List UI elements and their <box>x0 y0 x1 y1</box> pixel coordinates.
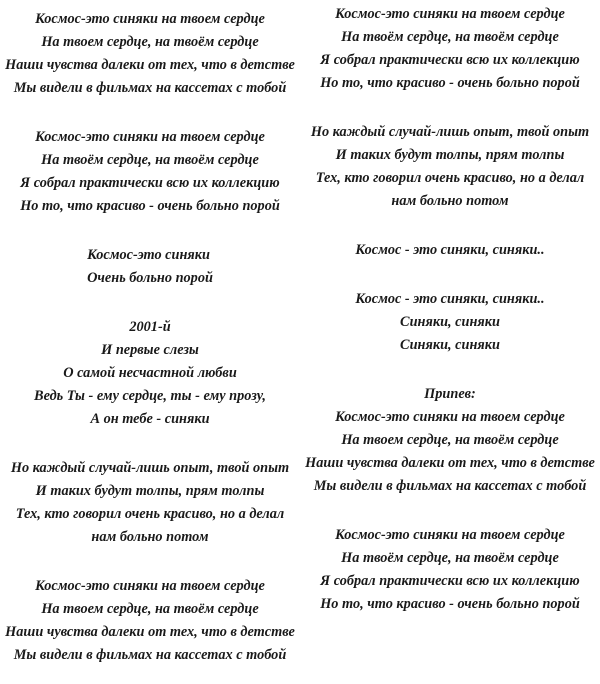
lyric-line: Я собрал практически всю их коллекцию <box>320 52 580 68</box>
stanza-verse-opyt <box>4 457 296 549</box>
stanza-tag-3 <box>304 288 596 357</box>
lyric-line: На твоем сердце, на твоём сердце <box>341 432 559 448</box>
lyric-line: Тех, кто говорил очень красиво, но а делал нам больно потом <box>315 170 585 209</box>
lyric-line: Наши чувства далеки от тех, что в детстве <box>5 57 295 73</box>
stanza-verse-opyt-2 <box>304 121 596 213</box>
stanza-tag-1 <box>87 244 213 290</box>
lyric-line: Наши чувства далеки от тех, что в детстве <box>305 455 595 471</box>
chorus-label: Припев: <box>424 386 476 402</box>
lyric-line: Очень больно порой <box>87 270 213 286</box>
lyric-line: Синяки, синяки <box>400 314 500 330</box>
lyric-line: Космос-это синяки <box>87 247 210 263</box>
lyric-line: Космос-это синяки на твоем сердце <box>335 409 565 425</box>
lyric-line: Но то, что красиво - очень больно порой <box>20 198 280 214</box>
stanza-tag-2 <box>304 239 596 262</box>
lyric-line: И первые слезы <box>101 342 199 358</box>
stanza-separator <box>304 357 596 383</box>
lyric-line: На твоем сердце, на твоём сердце <box>41 601 259 617</box>
lyric-line: Космос-это синяки на твоем сердце <box>335 527 565 543</box>
lyric-line: Но то, что красиво - очень больно порой <box>320 596 580 612</box>
lyric-line: Но каждый случай-лишь опыт, твой опыт <box>10 460 290 476</box>
lyric-line: Космос-это синяки на твоем сердце <box>35 129 265 145</box>
stanza-separator <box>304 95 596 121</box>
lyric-line: На твоём сердце, на твоём сердце <box>41 152 259 168</box>
lyric-line: Я собрал практически всю их коллекцию <box>320 573 580 589</box>
stanza-separator <box>4 549 296 575</box>
lyric-line: Наши чувства далеки от тех, что в детстве <box>5 624 295 640</box>
stanza-chorus-label <box>304 383 596 498</box>
lyric-line-year: 2001-й <box>129 319 171 335</box>
lyric-line: Космос-это синяки на твоем сердце <box>335 6 565 22</box>
stanza-separator <box>4 100 296 126</box>
lyric-line: Космос-это синяки на твоем сердце <box>35 578 265 594</box>
stanza-separator <box>4 218 296 244</box>
lyric-line: Тех, кто говорил очень красиво, но а делал нам больно потом <box>15 506 285 545</box>
lyric-line: Но каждый случай-лишь опыт, твой опыт <box>310 124 590 140</box>
lyric-line: На твоём сердце, на твоём сердце <box>341 29 559 45</box>
lyric-line: Ведь Ты - ему сердце, ты - ему прозу, <box>34 388 266 404</box>
stanza-chorus-1 <box>4 8 296 100</box>
lyric-line: Мы видели в фильмах на кассетах с тобой <box>313 478 587 494</box>
stanza-separator <box>304 213 596 239</box>
stanza-chorus-4 <box>304 3 596 95</box>
lyric-line: И таких будут толпы, прям толпы <box>35 483 265 499</box>
stanza-separator <box>4 431 296 457</box>
lyric-line: О самой несчастной любви <box>63 365 237 381</box>
lyric-line: Мы видели в фильмах на кассетах с тобой <box>13 80 287 96</box>
lyric-line: Но то, что красиво - очень больно порой <box>320 75 580 91</box>
stanza-separator <box>304 498 596 524</box>
lyric-line: А он тебе - синяки <box>90 411 210 427</box>
stanza-separator <box>304 262 596 288</box>
stanza-chorus-3 <box>4 575 296 667</box>
lyric-line: Синяки, синяки <box>400 337 500 353</box>
stanza-separator <box>4 290 296 316</box>
stanza-chorus-2 <box>4 126 296 218</box>
stanza-chorus-5 <box>304 524 596 616</box>
lyric-line: Я собрал практически всю их коллекцию <box>20 175 280 191</box>
lyric-line: И таких будут толпы, прям толпы <box>335 147 565 163</box>
lyrics-column-right <box>300 0 600 684</box>
lyric-line: Космос - это синяки, синяки.. <box>355 291 545 307</box>
lyric-line: На твоём сердце, на твоём сердце <box>341 550 559 566</box>
stanza-verse-2001 <box>4 316 296 431</box>
lyric-line: Космос - это синяки, синяки.. <box>355 242 545 258</box>
lyric-line: На твоем сердце, на твоём сердце <box>41 34 259 50</box>
lyric-line: Мы видели в фильмах на кассетах с тобой <box>13 647 287 663</box>
lyric-line: Космос-это синяки на твоем сердце <box>35 11 265 27</box>
